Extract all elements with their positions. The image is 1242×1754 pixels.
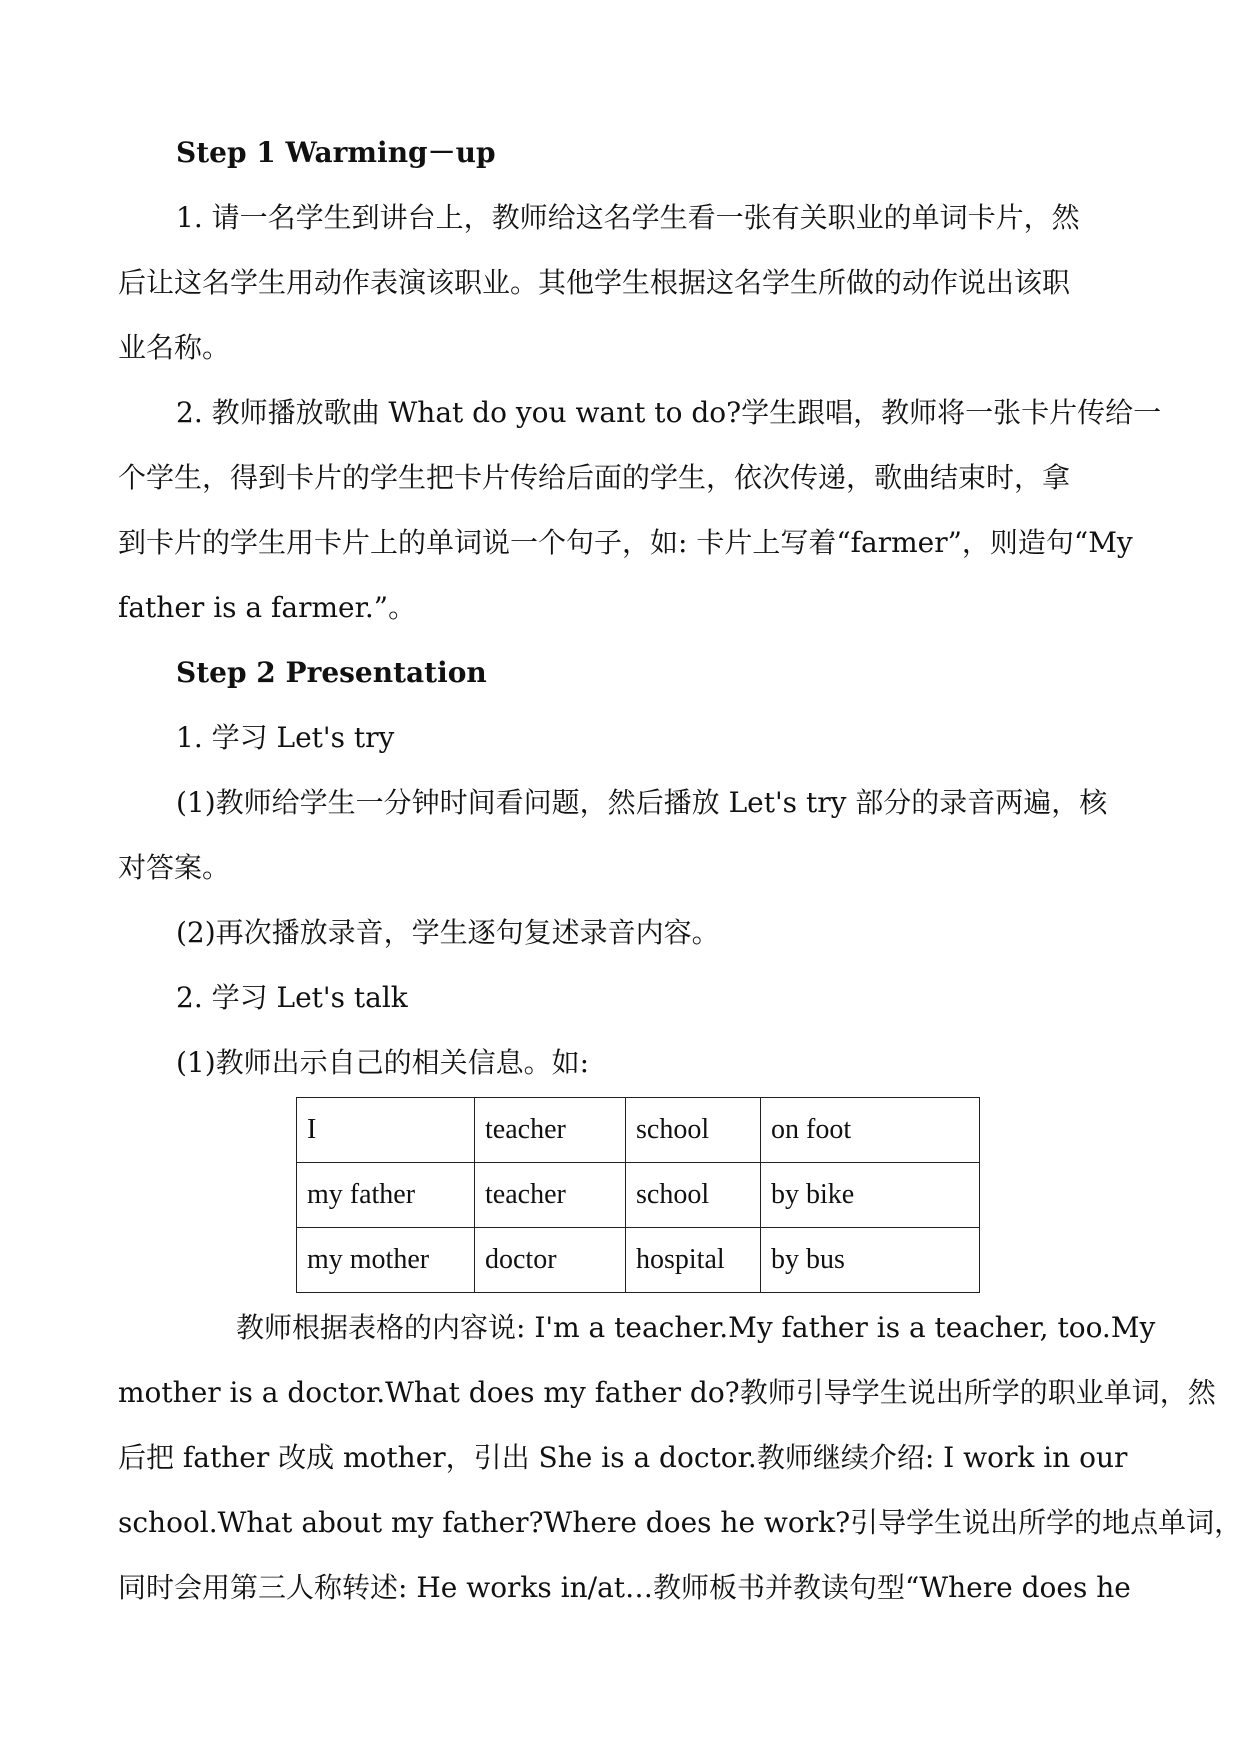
after-table-line1: 教师根据表格的内容说: I'm a teacher.My father is a teacher, too.My [236, 1311, 1156, 1344]
table-row [297, 1163, 980, 1228]
table-row [297, 1228, 980, 1293]
table-cell: hospital [626, 1228, 761, 1293]
table-cell: on foot [761, 1098, 980, 1163]
step1-item2-line1: 2. 教师播放歌曲 What do you want to do?学生跟唱，教师将一张卡片传给一 [176, 396, 1162, 429]
after-table-line4: school.What about my father?Where does he work?引导学生说出所学的地点单词， [118, 1506, 1242, 1539]
info-table-wrapper [296, 1097, 1128, 1293]
table-cell: my father [297, 1163, 475, 1228]
info-table [296, 1097, 980, 1293]
step2-sub1: 1. 学习 Let's try [176, 721, 395, 754]
after-table-line3: 后把 father 改成 mother，引出 She is a doctor.教师继续介绍: I work in our [118, 1441, 1128, 1474]
document-page [118, 120, 1242, 1620]
table-cell: by bike [761, 1163, 980, 1228]
table-cell: I [297, 1098, 475, 1163]
after-table-line5: 同时会用第三人称转述: He works in/at…教师板书并教读句型“Where does he [118, 1571, 1131, 1604]
step1-item2-line3: 到卡片的学生用卡片上的单词说一个句子，如: 卡片上写着“farmer”，则造句“My [118, 526, 1133, 559]
table-cell: teacher [475, 1163, 626, 1228]
table-row [297, 1098, 980, 1163]
step2-sub2: 2. 学习 Let's talk [176, 981, 408, 1014]
step1-item1-line2: 后让这名学生用动作表演该职业。其他学生根据这名学生所做的动作说出该职 [118, 266, 1071, 299]
step1-item2-line4: father is a farmer.”。 [118, 591, 417, 624]
after-table-line2: mother is a doctor.What does my father do?教师引导学生说出所学的职业单词，然 [118, 1376, 1216, 1409]
step1-heading: Step 1 Warming－up [176, 136, 496, 169]
step1-item1-line3: 业名称。 [118, 331, 231, 364]
table-cell: school [626, 1098, 761, 1163]
table-cell: my mother [297, 1228, 475, 1293]
step2-sub2-p1: (1)教师出示自己的相关信息。如: [176, 1046, 590, 1079]
step1-item1-line1: 1. 请一名学生到讲台上，教师给这名学生看一张有关职业的单词卡片，然 [176, 201, 1080, 234]
table-cell: doctor [475, 1228, 626, 1293]
step1-item2-line2: 个学生，得到卡片的学生把卡片传给后面的学生，依次传递，歌曲结束时，拿 [118, 461, 1071, 494]
step2-sub1-p1-line2: 对答案。 [118, 851, 231, 884]
table-cell: school [626, 1163, 761, 1228]
step2-sub1-p2: (2)再次播放录音，学生逐句复述录音内容。 [176, 916, 720, 949]
table-cell: by bus [761, 1228, 980, 1293]
table-cell: teacher [475, 1098, 626, 1163]
step2-heading: Step 2 Presentation [176, 656, 487, 689]
step2-sub1-p1-line1: (1)教师给学生一分钟时间看问题，然后播放 Let's try 部分的录音两遍，核 [176, 786, 1108, 819]
